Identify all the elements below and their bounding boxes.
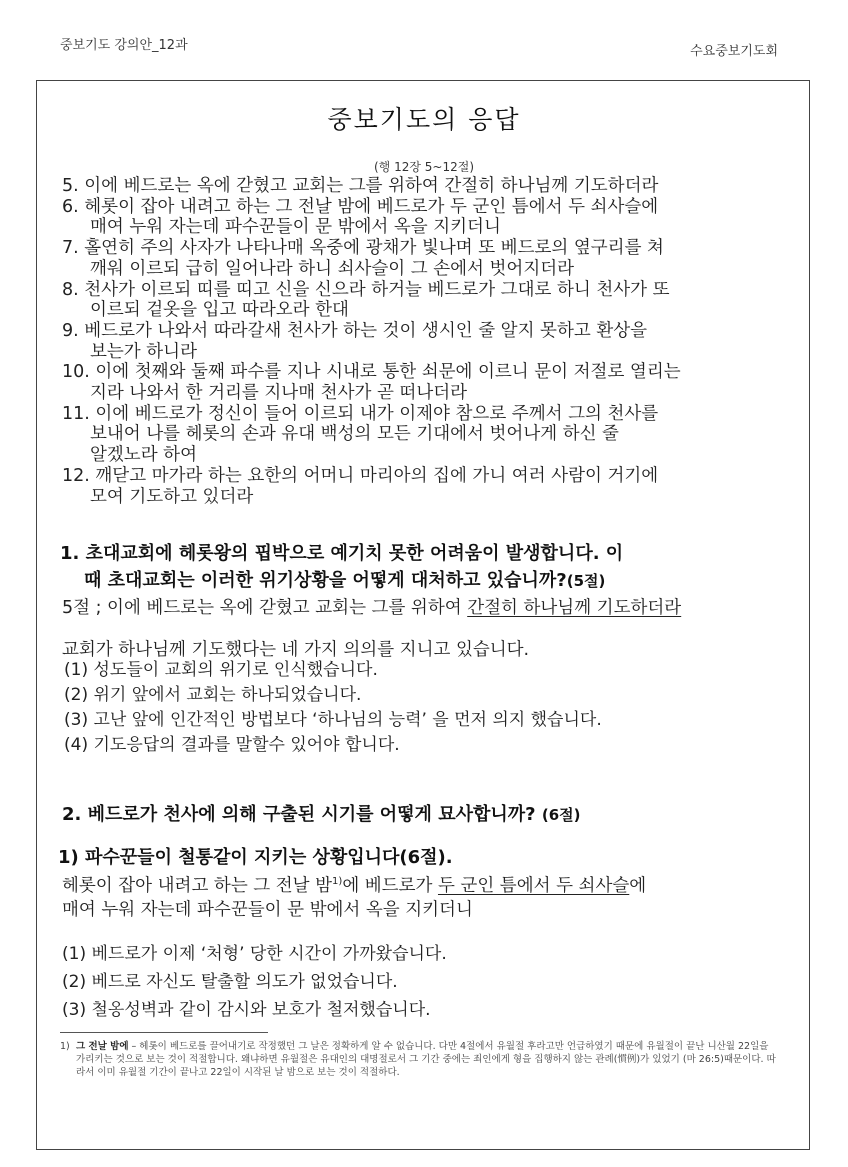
answer-1-highlight: 간절히 하나님께 기도하더라 (467, 598, 682, 618)
verse-line: 보내어 나를 헤롯의 손과 유대 백성의 모든 기대에서 벗어나게 하신 줄 (90, 424, 619, 445)
verse-line: 깨워 이르되 급히 일어나라 하니 쇠사슬이 그 손에서 벗어지더라 (90, 258, 575, 279)
question-1-verse: (5절) (566, 572, 606, 590)
verse-line: 11. 이에 베드로가 정신이 들어 이르되 내가 이제야 참으로 주께서 그의 천사를 (62, 403, 659, 424)
verse-line: 알겠노라 하여 (90, 445, 197, 466)
answer-1 (62, 594, 802, 619)
verse-line: 모여 기도하고 있더라 (90, 486, 254, 507)
question-1-line-1: 1. 초대교회에 헤롯왕의 핍박으로 예기치 못한 어려움이 발생합니다. 이 (60, 543, 624, 564)
question-1-line-2: 때 초대교회는 이러한 위기상황을 어떻게 대처하고 있습니까? (84, 570, 567, 591)
answer-2-text-1: 헤롯이 잡아 내려고 하는 그 전날 밤 (62, 875, 333, 896)
answer-2-text-3: 에 (629, 875, 647, 896)
verse-line: 보는가 하니라 (90, 341, 197, 362)
header-meeting-label: 수요중보기도회 (690, 44, 778, 59)
footnote-text: – 헤롯이 베드로를 끌어내기로 작정했던 그 날은 정확하게 알 수 없습니다. 다만 4절에서 유월절 후라고만 언급하였기 때문에 유월절이 끝난 니산월 22일을 가리키는 것으로 보는 것이 적절합니다. 왜냐하면 유월절은 유대인의 대명절로서 그 기간 중에는 죄인에게 형을 집행하지 않는 관례(慣例)가 있었기 (마 26:5)때문이다. 따라서 이미 유월절 기간이 끝나고 22일이 시작된 날 밤으로 보는 것이 적절하다. (76, 1041, 776, 1078)
verse-line: 10. 이에 첫째와 둘째 파수를 지나 시내로 통한 쇠문에 이르니 문이 저절로 열리는 (62, 362, 681, 383)
question-2-text: 2. 베드로가 천사에 의해 구출된 시기를 어떻게 묘사합니까? (62, 804, 536, 825)
subheading-1: 1) 파수꾼들이 철통같이 지키는 상황입니다(6절). (58, 847, 453, 868)
answer-2-line-2: 매여 누워 자는데 파수꾼들이 문 밖에서 옥을 지키더니 (62, 899, 473, 920)
verse-line: 이르되 겉옷을 입고 따라오라 한대 (90, 300, 349, 321)
situation-list (62, 940, 447, 1024)
list-item: (3) 고난 앞에 인간적인 방법보다 ‘하나님의 능력’ 을 먼저 의지 했습니다. (64, 710, 602, 730)
answer-1-text: 5절 ; 이에 베드로는 옥에 갇혔고 교회는 그를 위하여 (62, 598, 468, 618)
question-2 (62, 800, 581, 826)
question-1 (60, 540, 800, 595)
significance-intro: 교회가 하나님께 기도했다는 네 가지 의의를 지니고 있습니다. (62, 640, 530, 660)
verse-line: 5. 이에 베드로는 옥에 갇혔고 교회는 그를 위하여 간절히 하나님께 기도하더라 (62, 176, 659, 196)
list-item: (3) 철옹성벽과 같이 감시와 보호가 철저했습니다. (62, 1000, 431, 1020)
list-item: (2) 위기 앞에서 교회는 하나되었습니다. (64, 685, 362, 705)
list-item: (4) 기도응답의 결과를 말할수 있어야 합니다. (64, 735, 400, 755)
verse-line: 7. 홀연히 주의 사자가 나타나매 옥중에 광채가 빛나며 또 베드로의 옆구리를 쳐 (62, 238, 664, 259)
footnote-number: 1) (60, 1041, 70, 1052)
answer-2-text-2: 에 베드로가 (342, 875, 438, 896)
footnote-label: 그 전날 밤에 (76, 1041, 129, 1052)
verse-line: 9. 베드로가 나와서 따라갈새 천사가 하는 것이 생시인 줄 알지 못하고 환상을 (62, 320, 648, 341)
verse-line: 8. 천사가 이르되 띠를 띠고 신을 신으라 하거늘 베드로가 그대로 하니 천사가 또 (62, 279, 670, 300)
list-item: (1) 성도들이 교회의 위기로 인식했습니다. (64, 660, 378, 680)
verse-line: 12. 깨닫고 마가라 하는 요한의 어머니 마리아의 집에 가니 여러 사람이 거기에 (62, 465, 659, 486)
verse-line: 6. 헤롯이 잡아 내려고 하는 그 전날 밤에 베드로가 두 군인 틈에서 두 쇠사슬에 (62, 196, 659, 217)
answer-2-highlight: 두 군인 틈에서 두 쇠사슬 (437, 875, 630, 896)
list-item: (2) 베드로 자신도 탈출할 의도가 없었습니다. (62, 972, 398, 992)
answer-2 (62, 870, 802, 922)
page-title: 중보기도의 응답 (327, 105, 521, 134)
significance-list (64, 658, 602, 758)
footnote-reference: 1) (332, 876, 343, 887)
header-course-label: 중보기도 강의안_12과 (60, 38, 188, 53)
verse-line: 매여 누워 자는데 파수꾼들이 문 밖에서 옥을 지키더니 (90, 217, 501, 238)
scripture-reference: (행 12장 5~12절) (374, 160, 474, 174)
footnote (60, 1040, 780, 1079)
verse-line: 지라 나와서 한 거리를 지나매 천사가 곧 떠나더라 (90, 383, 468, 404)
footnote-divider (60, 1032, 268, 1033)
list-item: (1) 베드로가 이제 ‘처형’ 당한 시간이 가까왔습니다. (62, 944, 447, 964)
verse-list (62, 176, 792, 507)
question-2-verse: (6절) (541, 806, 581, 824)
